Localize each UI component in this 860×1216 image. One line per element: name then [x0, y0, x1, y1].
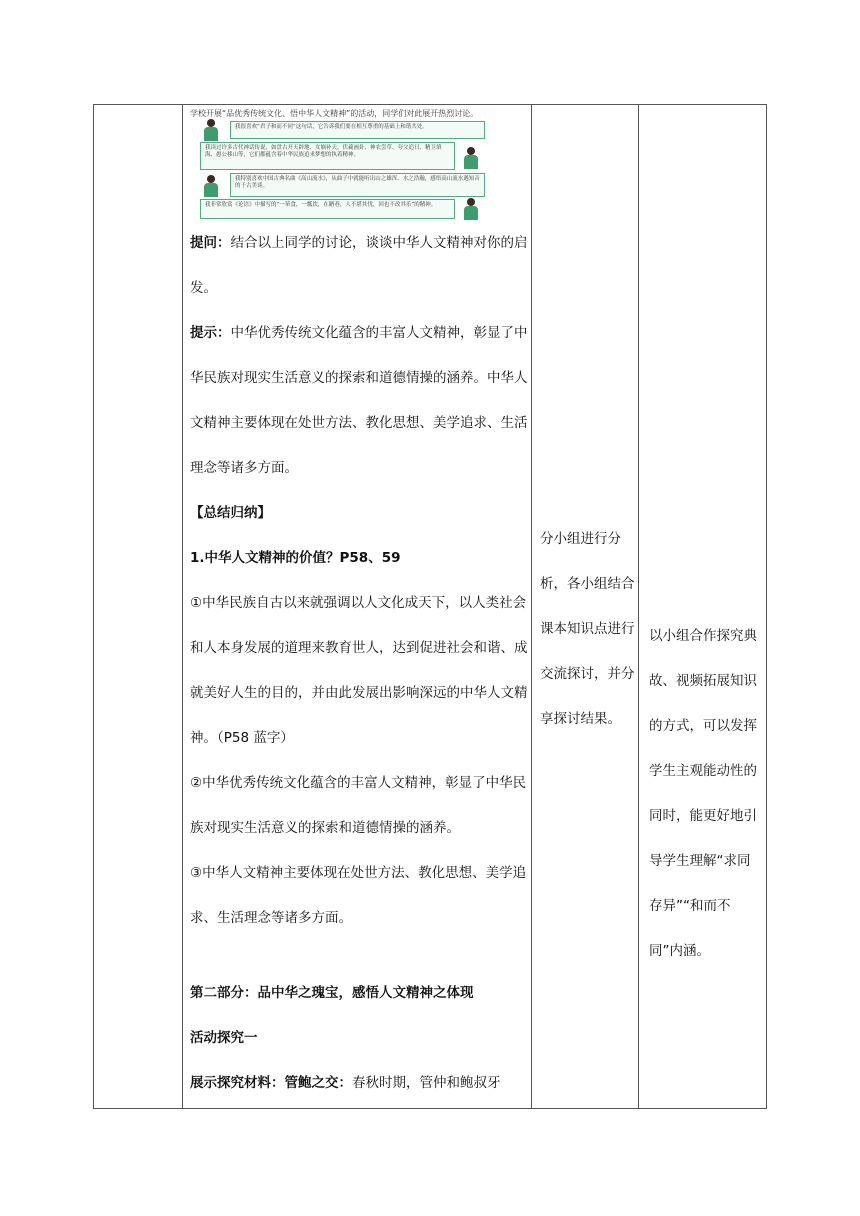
- student-figure-icon: [462, 198, 480, 220]
- student-figure-icon: [202, 119, 220, 141]
- summary-item-3: ③中华人文精神主要体现在处世方法、教化思想、美学追求、生活理念等诸多方面。: [190, 865, 527, 926]
- activity-heading: 活动探究一: [190, 1030, 258, 1046]
- design-intent-text: 以小组合作探究典故、视频拓展知识的方式，可以发挥学生主观能动性的同时，能更好地引导学生理解“求同存异”“和而不同”内涵。: [649, 628, 757, 959]
- point1-heading: 1.中华人文精神的价值？P58、59: [190, 550, 401, 566]
- speech-bubble: 我非常欣赏《论语》中描写的“一箪食，一瓢饮，在陋巷，人不堪其忧，回也不改其乐”的精神。: [200, 199, 455, 219]
- question-text: 结合以上同学的讨论，谈谈中华人文精神对你的启发。: [190, 235, 528, 296]
- question-label: 提问：: [190, 235, 231, 251]
- speech-bubble: 我读过许多古代神话传说，如盘古开天辟地、女娲补天、伏羲画卦、神农尝草、夸父追日、精卫填海、愚公移山等，它们都蕴含着中华民族追求梦想的执着精神。: [200, 142, 455, 170]
- summary-item-1: ①中华民族自古以来就强调以人文化成天下，以人类社会和人本身发展的道理来教育世人，达到促进社会和谐、成就美好人生的目的，并由此发展出影响深远的中华人文精神。（P58 蓝字）: [190, 595, 528, 746]
- speech-bubble: 我很喜欢“君子和而不同”这句话，它告诉我们要在相互尊重的基础上和谐共处。: [230, 121, 485, 139]
- part2-heading: 第二部分：品中华之瑰宝，感悟人文精神之体现: [190, 985, 474, 1001]
- student-activity-text: 分小组进行分析，各小组结合课本知识点进行交流探讨，并分享探讨结果。: [540, 531, 635, 727]
- summary-heading: 【总结归纳】: [190, 505, 271, 521]
- student-figure-icon: [202, 175, 220, 197]
- lesson-table: [93, 104, 767, 1109]
- question-paragraph: [190, 221, 532, 311]
- material-label: 展示探究材料：管鲍之交：: [190, 1075, 352, 1091]
- hint-text: 中华优秀传统文化蕴含的丰富人文精神，彰显了中华民族对现实生活意义的探索和道德情操的涵养。中华人文精神主要体现在处世方法、教化思想、美学追求、生活理念等诸多方面。: [190, 325, 528, 476]
- student-figure-icon: [462, 147, 480, 169]
- column-divider: [182, 105, 183, 1108]
- material-paragraph: [190, 1061, 532, 1106]
- hint-paragraph: [190, 311, 532, 491]
- hint-label: 提示：: [190, 325, 231, 341]
- speech-bubble: 我特别喜欢中国古典名曲《高山流水》，从曲子中就能听出山之雄浑、水之浩瀚，感悟高山流水遇知音的千古美谈。: [230, 173, 485, 197]
- summary-item-2: ②中华优秀传统文化蕴含的丰富人文精神，彰显了中华民族对现实生活意义的探索和道德情操的涵养。: [190, 775, 527, 836]
- teacher-activity-column: [190, 105, 532, 1106]
- material-text: 春秋时期，管仲和鲍叔牙: [352, 1075, 501, 1091]
- discussion-illustration: [190, 109, 490, 221]
- illustration-header: 学校开展“品优秀传统文化、悟中华人文精神”的活动，同学们对此展开热烈讨论。: [190, 109, 479, 118]
